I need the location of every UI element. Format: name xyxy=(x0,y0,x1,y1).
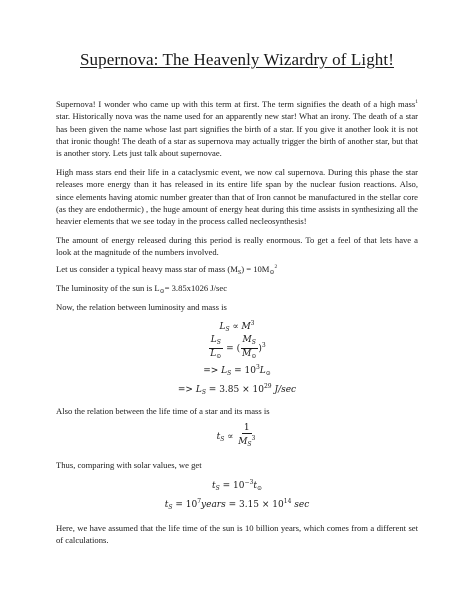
intro-text-a: Supernova! I wonder who came up with this term at first. The term signifies the death of a high mass xyxy=(56,99,416,109)
lum-value: = 3.85x1026 J/sec xyxy=(164,283,228,293)
footnote-marker-2: 2 xyxy=(274,264,278,270)
ratio-mass-fraction: $\frac{M_S}{M_⊙}$ xyxy=(242,335,257,360)
equation-luminosity-mass: $L_S \propto M^3$ xyxy=(219,320,255,333)
equation-lifetime-mass: $t_S$ ∝ $\frac{1}{M_S^3}$ xyxy=(216,423,256,448)
line-star-mass xyxy=(56,263,418,275)
mass-text-a: Let us consider a typical heavy mass star of mass (M xyxy=(56,264,238,274)
paragraph-assumption: Here, we have assumed that the life time of the sun is 10 billion years, which comes from a different set of calculations. xyxy=(56,523,418,546)
line-compare-intro: Thus, comparing with solar values, we get xyxy=(56,460,202,470)
lifetime-fraction: $\frac{1}{M_S^3}$ xyxy=(238,423,256,448)
line-lifetime-intro: Also the relation between the life time of a star and its mass is xyxy=(56,406,270,416)
line-relation-intro: Now, the relation between luminosity and mass is xyxy=(56,302,227,312)
footnote-marker: 1 xyxy=(415,99,418,105)
mass-sub-s: S xyxy=(237,270,242,276)
page-title: Supernova: The Heavenly Wizardry of Light! xyxy=(80,50,394,69)
mass-text-b: ) = 10M xyxy=(241,264,270,274)
lum-text-a: The luminosity of the sun is L xyxy=(56,283,160,293)
equation-luminosity-value: => $L_S = 3.85 \times 10^{29}$ J/sec xyxy=(177,383,297,396)
paragraph-energy: The amount of energy released during this period is really enormous. To get a feel of that lets have a look at the magnitude of the numbers involved. xyxy=(56,235,418,258)
intro-text-b: star. Historically nova was the name used for an apparently new star! What an irony. The death of a star has been given the name whose last part signifies the birth of a star. If you give it another look it is not that ironic though! The death of a star as supernova may actually trigger the birth of another star, but that is another story. Lets just talk about supernovae. xyxy=(56,111,418,159)
line-sun-luminosity xyxy=(56,282,418,294)
equation-luminosity-ratio: => $L_S = 10^3L_⊙$ xyxy=(203,364,271,377)
lum-sub-sun: ⊙ xyxy=(159,289,165,295)
equation-lifetime-value: $t_S$ = $10^7years = 3.15 \times 10^{14}$ sec xyxy=(164,498,310,511)
equation-ratio: $\frac{L_S}{L_⊙}$ = ( $\frac{M_S}{M_⊙}$ )$^3$ xyxy=(210,335,266,360)
paragraph-intro xyxy=(56,98,418,159)
ratio-lum-fraction: $\frac{L_S}{L_⊙}$ xyxy=(210,335,222,360)
mass-sub-sun: ⊙ xyxy=(269,270,275,276)
equation-lifetime-ratio: $t_S = 10^{-3}t_⊙$ xyxy=(212,479,262,492)
paragraph-cataclysm: High mass stars end their life in a cataclysmic event, we now cal supernova. During this phase the star releases more energy than it has released in its entire life span by the nuclear fusion reactions. Also, since elements having atomic number greater than that of Iron cannot be manufactured in the stellar core (as they are endothermic) , the huge amount of energy heat during this time assists in synthesizing all the heavier elements that we see today in the process called necleosynthesis! xyxy=(56,167,418,227)
